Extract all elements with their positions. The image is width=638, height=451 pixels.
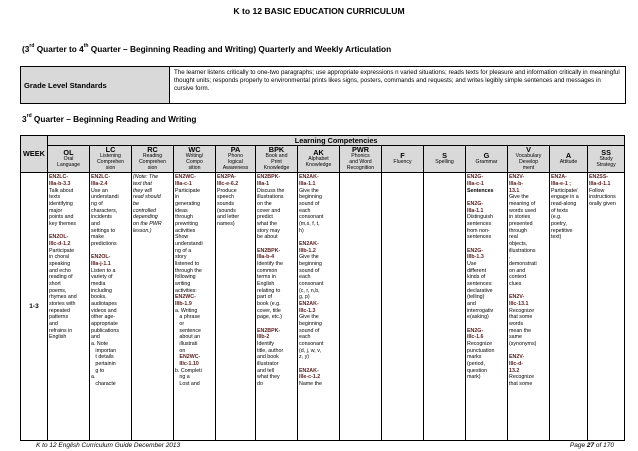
competency-text: Participate in generating ideas through prewriting activities Show understandi ng of a story listened to through the following writing activities: (175, 187, 203, 294)
competencies-table (20, 135, 625, 441)
document-title: K to 12 BASIC EDUCATION CURRICULUM (233, 6, 405, 16)
column-header-a (550, 146, 588, 173)
cell-wc (174, 173, 216, 441)
competency-text: Use different kinds of sentences: declarative (telling) and interrogativ e(asking) (467, 261, 494, 321)
competency-code: EN2G- IIIa-c-1 (467, 174, 484, 187)
competency-text: Give the beginning sound of each consonant (m,s, f, t, h) (299, 187, 324, 234)
competency-text: Distinguish sentences from non- sentences (467, 214, 493, 241)
column-header-f (382, 146, 424, 173)
column-header-g (466, 146, 508, 173)
column-code: V (526, 145, 531, 154)
competency-text: Produce speech sounds (sounds and letter names) (217, 187, 240, 227)
competency-code: EN2BPK- IIIb-2 (257, 327, 281, 341)
column-code: PWR (351, 145, 370, 154)
column-header-wc (174, 146, 216, 173)
column-name: Oral Language (56, 156, 81, 169)
column-header-ss (588, 146, 625, 173)
learning-competencies-header: Learning Competencies (48, 136, 625, 146)
column-header-lc (90, 146, 132, 173)
week-number: 1-3 (21, 173, 48, 441)
column-name: Grammar (475, 159, 498, 166)
competency-code: EN2AK- IIIe-c-1.2 (299, 367, 321, 381)
cell-bpk (256, 173, 298, 441)
cell-ol (48, 173, 90, 441)
competency-code: EN2AK- IIIc-1.3 (299, 301, 319, 314)
competency-text: Give the meaning of words used in stories presented through real objects, illustrations , demonstrati on and context clues (509, 194, 537, 288)
cell-f (382, 173, 424, 441)
competency-text: Participate in choral speaking and echo reading of short poems, rhymes and stories with repeated patterns and refrains in English (49, 247, 77, 341)
column-name: Listening Comprehen sion (96, 153, 125, 172)
competency-text: Identify the common terms in English relating to part of book (e.g. cover, title page, etc.) (257, 261, 283, 321)
competency-code: EN2V- IIIc-13.1 (509, 294, 529, 308)
competency-text: Give the beginning sound of each consonant (d, j, w, v, z, y) (299, 314, 324, 361)
grade-level-standards-label: Grade Level Standards (21, 67, 170, 103)
column-name: Spelling (435, 159, 454, 166)
grade-level-standards-box (20, 66, 626, 104)
cell-pa (216, 173, 256, 441)
column-header-ol (48, 146, 90, 173)
competency-code: EN2WC- IIIa-c-1 (175, 174, 196, 187)
competency-code: EN2PA- IIIc-e-6.2 (217, 174, 239, 187)
competency-text: Talk about texts identifying major points and key themes (49, 187, 77, 227)
competency-code: EN2AK- IIIb-1.2 (299, 241, 319, 254)
competency-code: EN2SS- IIIa-d-1.1 (589, 174, 611, 187)
column-header-pwr (340, 146, 382, 173)
competency-text: Name the (299, 381, 322, 388)
competency-text: Recognize punctuation marks (period, question mark) (467, 341, 495, 381)
competency-topic: Sentences (467, 187, 494, 194)
column-code: G (483, 150, 490, 160)
competency-text: Participate/ engage in a read-along of texts (e.g. poetry, repetitive text) (551, 187, 579, 241)
column-name: Attitude (559, 159, 578, 166)
column-name: Phonics and Word Recognition (346, 153, 375, 172)
competency-text: Give the beginning sound of each consonant (c, r, n,b, g, p) (299, 254, 324, 301)
competency-note: (Note: The text that they will read should be controlled depending on the PWR lesson.) (133, 174, 162, 234)
footer-guide-title: K to 12 English Curriculum Guide December 2013 (36, 442, 181, 449)
competency-code: EN2OL- IIIa-j-1.1 (91, 254, 111, 268)
column-code: SS (601, 147, 611, 157)
column-code: BPK (268, 145, 285, 154)
competency-text: Use an understandi ng of characters, incidents and settings to make predictions (91, 187, 119, 248)
column-name: Writing/ Compo sition (185, 153, 204, 172)
competency-code: EN2AK- IIIa-1.1 (299, 174, 319, 187)
column-code: S (442, 150, 447, 160)
competency-code: EN2V- IIIa-b- 13.1 (509, 174, 525, 194)
column-header-bpk (256, 146, 298, 173)
column-code: WC (188, 145, 201, 154)
competency-code: EN2LC- IIIa-b-3.3 (49, 174, 71, 187)
column-header-rc (132, 146, 174, 173)
section-subtitle: (3rd Quarter to 4th Quarter – Beginning Reading and Writing) Quarterly and Weekly Articulation (22, 43, 392, 54)
footer-page-number: Page 27 of 170 (569, 442, 614, 449)
competency-text: Identify title, author and book illustrator and tell what they do (257, 341, 284, 388)
competency-text: b. Completi ng a Lost and (175, 367, 202, 388)
column-name: Fluency (393, 159, 412, 166)
column-name: Study Strategy (596, 156, 616, 169)
competency-code: EN2LC- IIIa-2.4 (91, 174, 111, 187)
competency-code: EN2G- IIIc-1.6 (467, 327, 484, 341)
column-name: Phono logical Awareness (222, 153, 249, 172)
week-header: WEEK (21, 136, 48, 173)
competency-code: EN2G- IIIa-1.1 (467, 200, 484, 214)
cell-a (550, 173, 588, 441)
column-name: Vocabulary Develop ment (515, 153, 542, 172)
competency-code: EN2G- IIIb-1.3 (467, 247, 484, 261)
competency-text: Recognize that some (509, 374, 535, 388)
competency-code: EN2WC- IIIc-1.10 (179, 354, 201, 368)
competency-code: EN2WC- IIIb-1.9 (175, 294, 196, 308)
competency-text: Listen to a variety of media including books, audiotapes videos and other age- appropriate publications and a. Note importan t details pertainin g to a. characte (91, 267, 119, 388)
competency-text: a. Writing a phrase or sentence about an illustrati on (175, 307, 201, 354)
competency-code: EN2BPK- IIIa-b-4 (257, 247, 281, 261)
competency-code: EN2A- IIIa-e-1 ; (551, 174, 572, 187)
cell-ss (588, 173, 625, 441)
cell-g (466, 173, 508, 441)
column-code: PA (230, 145, 241, 154)
cell-rc (132, 173, 174, 441)
cell-pwr (340, 173, 382, 441)
competency-text: Recognize that some words mean the same (synonyms) (509, 307, 537, 348)
quarter-heading: 3rd Quarter – Beginning Reading and Writing (22, 113, 197, 124)
competency-code: EN2OL- IIIc-d-1.2 (49, 234, 71, 248)
competency-text: Discuss the illustrations on the cover and predict what the story may be about (257, 187, 285, 241)
column-code: AK (313, 147, 324, 157)
grade-level-standards-text: The learner listens critically to one-two paragraphs; use appropriate expressions n varied situations; reads texts for pleasure and information critically in meaningful thought units; responds properly to environmental prints likes signs, posters, commands and requests; and writes legibly simple sentences and messages in cursive form. (174, 69, 620, 92)
column-code: A (565, 150, 572, 160)
column-name: Book and Print Knowledge (263, 153, 290, 172)
column-name: Reading Comprehen sion (138, 153, 167, 172)
column-header-v (508, 146, 550, 173)
competency-code: EN2BPK- IIIa-1 (257, 174, 281, 187)
column-header-pa (216, 146, 256, 173)
column-code: RC (147, 145, 158, 154)
column-code: OL (63, 147, 74, 157)
column-header-s (424, 146, 466, 173)
cell-lc (90, 173, 132, 441)
competency-text: Follow instructions orally given (589, 187, 616, 207)
competency-code: EN2V- IIIc-d- 13.2 (509, 354, 525, 374)
column-code: LC (105, 145, 116, 154)
column-code: F (400, 150, 405, 160)
cell-s (424, 173, 466, 441)
column-header-ak (298, 146, 340, 173)
cell-v (508, 173, 550, 441)
column-name: Alphabet Knowledge (305, 156, 332, 169)
cell-ak (298, 173, 340, 441)
